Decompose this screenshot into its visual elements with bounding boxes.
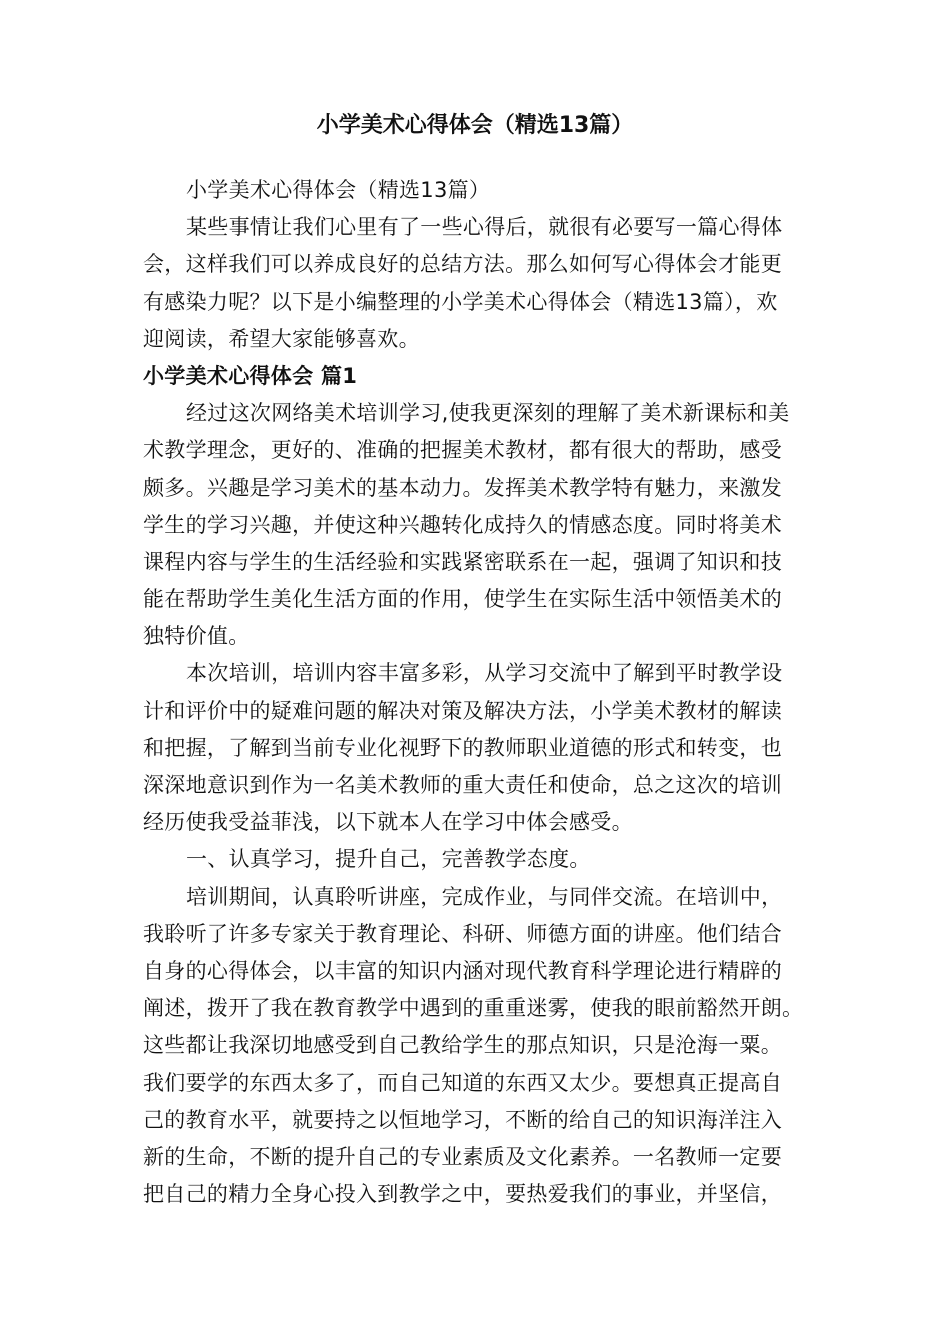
paragraph-line: 独特价值。 [143,624,250,649]
paragraph-line: 课程内容与学生的生活经验和实践紧密联系在一起，强调了知识和技 [143,549,782,574]
document-body [143,172,818,1213]
paragraph-line: 计和评价中的疑难问题的解决对策及解决方法，小学美术教材的解读 [143,698,782,723]
paragraph-line: 自身的心得体会，以丰富的知识内涵对现代教育科学理论进行精辟的 [143,958,782,983]
document-title: 小学美术心得体会（精选13篇） [316,113,634,138]
paragraph-line: 经历使我受益菲浅，以下就本人在学习中体会感受。 [143,810,633,835]
paragraph-line: 术教学理念，更好的、准确的把握美术教材，都有很大的帮助，感受 [143,438,782,463]
paragraph-line: 一、认真学习，提升自己，完善教学态度。 [186,847,591,872]
paragraph-line: 和把握，了解到当前专业化视野下的教师职业道德的形式和转变，也 [143,735,782,760]
paragraph-line: 己的教育水平，就要持之以恒地学习，不断的给自己的知识海洋注入 [143,1107,782,1132]
paragraph-line: 把自己的精力全身心投入到教学之中，要热爱我们的事业，并坚信， [143,1182,782,1207]
paragraph-line: 本次培训，培训内容丰富多彩，从学习交流中了解到平时教学设 [186,661,783,686]
paragraph-line: 会，这样我们可以养成良好的总结方法。那么如何写心得体会才能更 [143,252,782,277]
paragraph-line: 经过这次网络美术培训学习,使我更深刻的理解了美术新课标和美 [186,401,790,426]
paragraph-line: 深深地意识到作为一名美术教师的重大责任和使命，总之这次的培训 [143,773,782,797]
paragraph-line: 能在帮助学生美化生活方面的作用，使学生在实际生活中领悟美术的 [143,587,782,612]
paragraph-line: 我们要学的东西太多了，而自己知道的东西又太少。要想真正提高自 [143,1070,782,1095]
paragraph-line: 新的生命，不断的提升自己的专业素质及文化素养。一名教师一定要 [143,1144,782,1169]
paragraph-line: 这些都让我深切地感受到自己教给学生的那点知识，只是沧海一粟。 [143,1033,782,1058]
paragraph-line: 我聆听了许多专家关于教育理论、科研、师德方面的讲座。他们结合 [143,921,782,946]
paragraph-line: 学生的学习兴趣，并使这种兴趣转化成持久的情感态度。同时将美术 [143,512,782,537]
paragraph-line: 有感染力呢？以下是小编整理的小学美术心得体会（精选13篇），欢 [143,289,778,314]
paragraph-line: 颇多。兴趣是学习美术的基本动力。发挥美术教学特有魅力，来激发 [143,475,782,500]
paragraph-line: 迎阅读，希望大家能够喜欢。 [143,326,420,351]
paragraph-line: 小学美术心得体会（精选13篇） [186,178,491,202]
section-heading: 小学美术心得体会 篇1 [143,363,358,388]
paragraph-line: 某些事情让我们心里有了一些心得后，就很有必要写一篇心得体 [186,215,783,240]
paragraph-line: 培训期间，认真聆听讲座，完成作业，与同伴交流。在培训中， [186,884,783,909]
paragraph-line: 阐述，拨开了我在教育教学中遇到的重重迷雾，使我的眼前豁然开朗。 [143,996,804,1021]
